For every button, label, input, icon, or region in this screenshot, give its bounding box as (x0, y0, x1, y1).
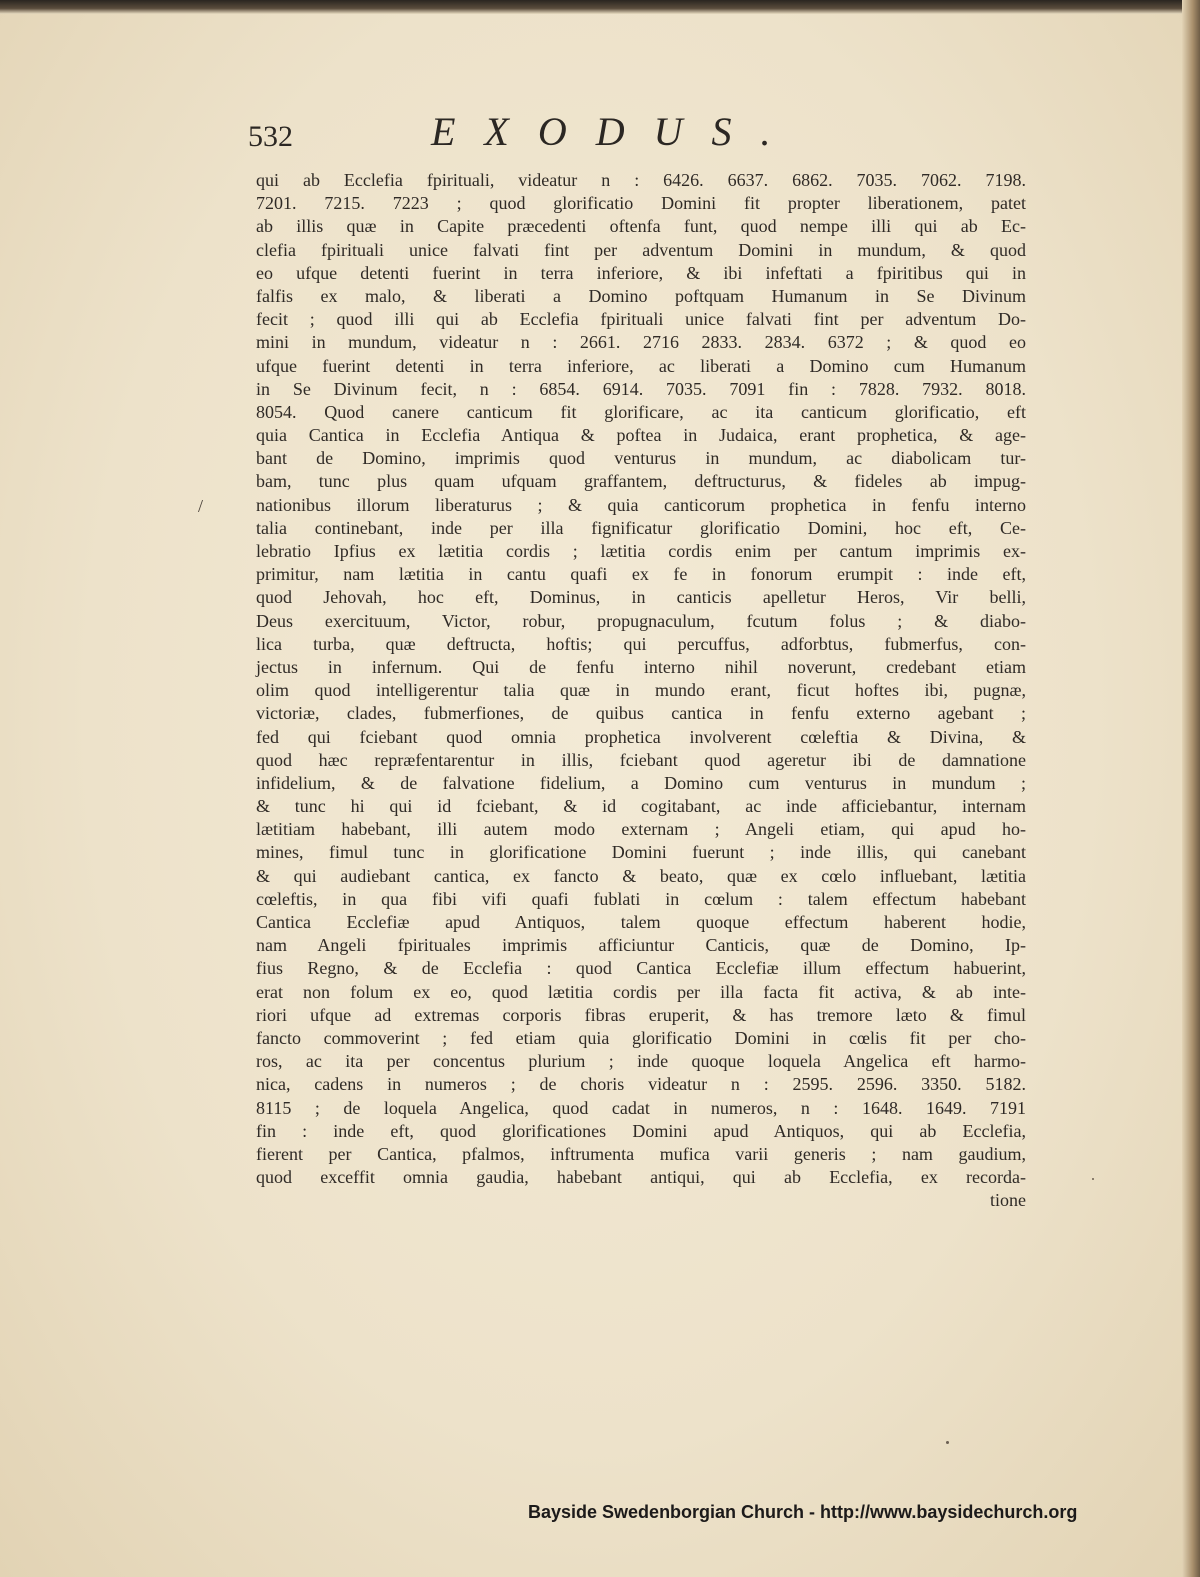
text-line: falfis ex malo, & liberati a Domino poftquam Humanum in Se Divinum (256, 285, 1026, 306)
text-line: quod exceffit omnia gaudia, habebant antiqui, qui ab Ecclefia, ex recorda- (256, 1167, 1026, 1188)
text-line: lica turba, quæ deftructa, hoftis; qui percuffus, adforbtus, fubmerfus, con- (256, 633, 1026, 654)
text-line: quod hæc repræfentarentur in illis, fciebant quod ageretur ibi de damnatione (256, 749, 1026, 770)
text-line: nationibus illorum liberaturus ; & quia canticorum prophetica in fenfu interno (256, 494, 1026, 515)
text-line: lætitiam habebant, illi autem modo externam ; Angeli etiam, qui apud ho- (256, 819, 1026, 840)
text-line: riori ufque ad extremas corporis fibras eruperit, & has tremore læto & fimul (256, 1004, 1026, 1025)
page-header (248, 108, 868, 158)
text-line: quod Jehovah, hoc eft, Dominus, in canticis apelletur Heros, Vir belli, (256, 587, 1026, 608)
text-line: ufque fuerint detenti in terra inferiore, ac liberati a Domino cum Humanum (256, 355, 1026, 376)
text-line: qui ab Ecclefia fpirituali, videatur n : 6426. 6637. 6862. 7035. 7062. 7198. (256, 170, 1026, 190)
text-line: mines, fimul tunc in glorificatione Domini fuerunt ; inde illis, qui canebant (256, 842, 1026, 863)
text-line: ros, ac ita per concentus plurium ; inde quoque loquela Angelica eft harmo- (256, 1051, 1026, 1072)
margin-pencil-mark: / (198, 496, 204, 516)
text-line: Deus exercituum, Victor, robur, propugnaculum, fcutum folus ; & diabo- (256, 610, 1026, 631)
text-line: nica, cadens in numeros ; de choris videatur n : 2595. 2596. 3350. 5182. (256, 1074, 1026, 1095)
text-line: 7201. 7215. 7223 ; quod glorificatio Domini fit propter liberationem, patet (256, 193, 1026, 214)
text-line: bam, tunc plus quam ufquam graffantem, deftructurus, & fideles ab impug- (256, 471, 1026, 492)
text-line: victoriæ, clades, fubmerfiones, de quibus cantica in fenfu externo agebant ; (256, 703, 1026, 724)
text-line: 8054. Quod canere canticum fit glorificare, ac ita canticum glorificatio, eft (256, 401, 1026, 422)
catchword: tione (990, 1190, 1026, 1211)
text-line: mini in mundum, videatur n : 2661. 2716 2833. 2834. 6372 ; & quod eo (256, 332, 1026, 353)
text-line: jectus in infernum. Qui de fenfu interno nihil noverunt, credebant etiam (256, 656, 1026, 677)
text-line: quia Cantica in Ecclefia Antiqua & poftea in Judaica, erant prophetica, & age- (256, 425, 1026, 446)
text-line: fancto commoverint ; fed etiam quia glorificatio Domini in cœlis fit per cho- (256, 1027, 1026, 1048)
text-line: 8115 ; de loquela Angelica, quod cadat in numeros, n : 1648. 1649. 7191 (256, 1097, 1026, 1118)
text-line: talia continebant, inde per illa fignificatur glorificatio Domini, hoc eft, Ce- (256, 517, 1026, 538)
text-line: nam Angeli fpirituales imprimis afficiuntur Canticis, quæ de Domino, Ip- (256, 935, 1026, 956)
page-gutter-shadow (1182, 0, 1200, 1577)
text-line: fin : inde eft, quod glorificationes Domini apud Antiquos, qui ab Ecclefia, (256, 1120, 1026, 1141)
text-line: & qui audiebant cantica, ex fancto & beato, quæ ex cœlo influebant, lætitia (256, 865, 1026, 886)
text-line: bant de Domino, imprimis quod venturus in mundum, ac diabolicam tur- (256, 448, 1026, 469)
text-line: infidelium, & de falvatione fidelium, a Domino cum venturus in mundum ; (256, 772, 1026, 793)
text-line: fecit ; quod illi qui ab Ecclefia fpirituali unice falvati fint per adventum Do- (256, 309, 1026, 330)
scan-watermark: Bayside Swedenborgian Church - http://www.baysidechurch.org (528, 1502, 1078, 1522)
paper-speck (946, 1441, 949, 1444)
text-line: primitur, nam lætitia in cantu quafi ex fe in fonorum erumpit : inde eft, (256, 564, 1026, 585)
text-line: clefia fpirituali unice falvati fint per adventum Domini in mundum, & quod (256, 239, 1026, 260)
text-line: lebratio Ipfius ex lætitia cordis ; lætitia cordis enim per cantum imprimis ex- (256, 541, 1026, 561)
paper-speck (1092, 1178, 1094, 1180)
running-title: EXODUS. (431, 109, 800, 154)
text-line: Cantica Ecclefiæ apud Antiquos, talem quoque effectum haberent hodie, (256, 912, 1026, 932)
text-line: ab illis quæ in Capite præcedenti oftenfa funt, quod nempe illi qui ab Ec- (256, 216, 1026, 237)
text-line: olim quod intelligerentur talia quæ in mundo erant, ficut hoftes ibi, pugnæ, (256, 680, 1026, 701)
page-number: 532 (248, 120, 293, 153)
text-line: eo ufque detenti fuerint in terra inferiore, & ibi infeftati a fpiritibus qui in (256, 262, 1026, 283)
text-line: fed qui fciebant quod omnia prophetica involverent cœleftia & Divina, & (256, 726, 1026, 747)
text-line: in Se Divinum fecit, n : 6854. 6914. 7035. 7091 fin : 7828. 7932. 8018. (256, 378, 1026, 399)
body-text (256, 169, 1026, 1212)
text-line: cœleftis, in qua fibi vifi quafi fublati in cœlum : talem effectum habebant (256, 888, 1026, 909)
text-line: erat non folum ex eo, quod lætitia cordis per illa facta fit activa, & ab inte- (256, 981, 1026, 1002)
text-line: & tunc hi qui id fciebant, & id cogitabant, ac inde afficiebantur, internam (256, 796, 1026, 817)
text-line: fius Regno, & de Ecclefia : quod Cantica Ecclefiæ illum effectum habuerint, (256, 958, 1026, 979)
scan-top-edge (0, 0, 1200, 14)
text-line: fierent per Cantica, pfalmos, inftrumenta mufica varii generis ; nam gaudium, (256, 1143, 1026, 1164)
